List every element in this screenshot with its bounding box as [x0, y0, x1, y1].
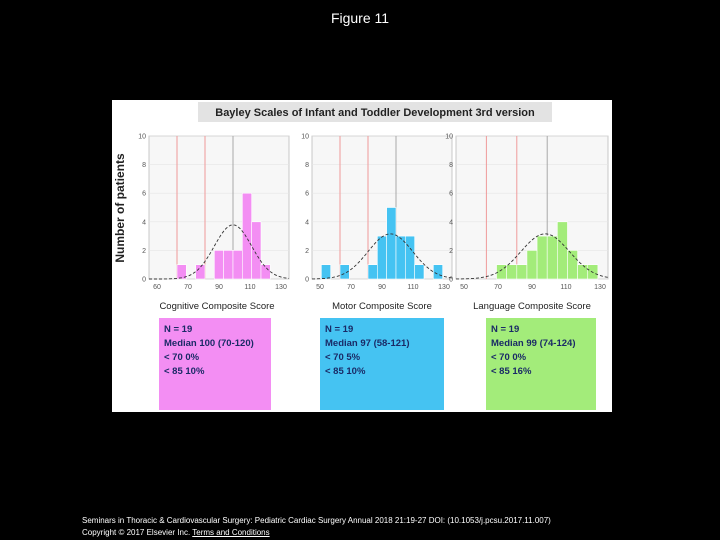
histogram-bar	[415, 265, 424, 279]
histogram-bar	[557, 222, 567, 279]
y-tick-label: 0	[142, 276, 146, 284]
x-tick-label: 90	[378, 284, 386, 291]
x-tick-label: 130	[594, 284, 606, 291]
y-tick-label: 10	[301, 133, 309, 141]
y-tick-label: 10	[138, 133, 146, 141]
y-tick-label: 0	[305, 276, 309, 284]
x-tick-label: 90	[215, 284, 223, 291]
copyright-line	[82, 528, 270, 537]
x-tick-label: 90	[528, 284, 536, 291]
figure-panel	[112, 100, 612, 412]
x-tick-label: 110	[244, 284, 256, 291]
chart-title: Motor Composite Score	[332, 301, 432, 312]
x-tick-label: 60	[153, 284, 161, 291]
y-tick-label: 4	[449, 219, 453, 227]
stats-line: Median 97 (58-121)	[325, 338, 410, 349]
y-tick-label: 2	[142, 247, 146, 255]
stats-line: N = 19	[164, 324, 193, 335]
histogram-bar	[377, 236, 386, 279]
y-tick-label: 6	[449, 190, 453, 198]
histogram-bar	[588, 265, 598, 279]
histogram-bar	[547, 236, 557, 279]
histogram-bar	[405, 236, 414, 279]
chart-title: Cognitive Composite Score	[159, 301, 275, 312]
histogram-bar	[252, 222, 261, 279]
histogram-bar	[261, 265, 270, 279]
y-tick-label: 2	[305, 247, 309, 255]
chart-title: Language Composite Score	[473, 301, 591, 312]
y-axis-label: Number of patients	[113, 153, 127, 263]
histogram-1	[138, 134, 289, 411]
terms-link[interactable]: Terms and Conditions	[192, 528, 270, 537]
histogram-bar	[368, 265, 377, 279]
histogram-bar	[214, 250, 223, 279]
y-tick-label: 8	[449, 162, 453, 170]
histogram-bar	[387, 208, 396, 280]
y-tick-label: 8	[305, 162, 309, 170]
x-tick-label: 50	[316, 284, 324, 291]
y-tick-label: 2	[449, 247, 453, 255]
histogram-bar	[537, 236, 547, 279]
histogram-bar	[233, 250, 242, 279]
stats-line: Median 99 (74-124)	[491, 338, 576, 349]
y-tick-label: 8	[142, 162, 146, 170]
figure-title: Figure 11	[330, 10, 390, 26]
x-tick-label: 70	[347, 284, 355, 291]
citation-text: Seminars in Thoracic & Cardiovascular Surgery: Pediatric Cardiac Surgery Annual 2018 21:19-27 DOI: (10.1053/j.pcsu.2017.11.007)	[82, 516, 551, 525]
stats-line: < 85 10%	[325, 366, 366, 377]
x-tick-label: 70	[184, 284, 192, 291]
x-tick-label: 70	[494, 284, 502, 291]
x-tick-label: 50	[460, 284, 468, 291]
stats-line: Median 100 (70-120)	[164, 338, 254, 349]
histogram-bar	[396, 236, 405, 279]
histogram-bar	[433, 265, 442, 279]
histogram-bar	[517, 265, 527, 279]
stats-line: < 70 0%	[491, 352, 527, 363]
x-tick-label: 130	[438, 284, 450, 291]
histogram-bar	[321, 265, 330, 279]
x-tick-label: 130	[275, 284, 287, 291]
histogram-bar	[527, 250, 537, 279]
stats-line: N = 19	[491, 324, 520, 335]
histogram-panels	[138, 134, 608, 411]
y-tick-label: 6	[305, 190, 309, 198]
stats-line: < 70 5%	[325, 352, 361, 363]
x-tick-label: 110	[407, 284, 419, 291]
histogram-bar	[196, 265, 205, 279]
y-tick-label: 6	[142, 190, 146, 198]
stats-line: < 85 10%	[164, 366, 205, 377]
y-tick-label: 4	[142, 219, 146, 227]
stats-line: N = 19	[325, 324, 354, 335]
histogram-2	[301, 134, 452, 411]
banner-text: Bayley Scales of Infant and Toddler Development 3rd version	[215, 107, 535, 119]
histogram-bar	[242, 193, 251, 279]
y-tick-label: 10	[445, 133, 453, 141]
stats-line: < 85 16%	[491, 366, 532, 377]
x-tick-label: 110	[560, 284, 572, 291]
stats-line: < 70 0%	[164, 352, 200, 363]
histogram-bar	[578, 265, 588, 279]
copyright-text: Copyright © 2017 Elsevier Inc.	[82, 528, 191, 537]
y-tick-label: 4	[305, 219, 309, 227]
y-tick-label: 0	[449, 276, 453, 284]
histogram-bar	[507, 265, 517, 279]
histogram-bar	[224, 250, 233, 279]
